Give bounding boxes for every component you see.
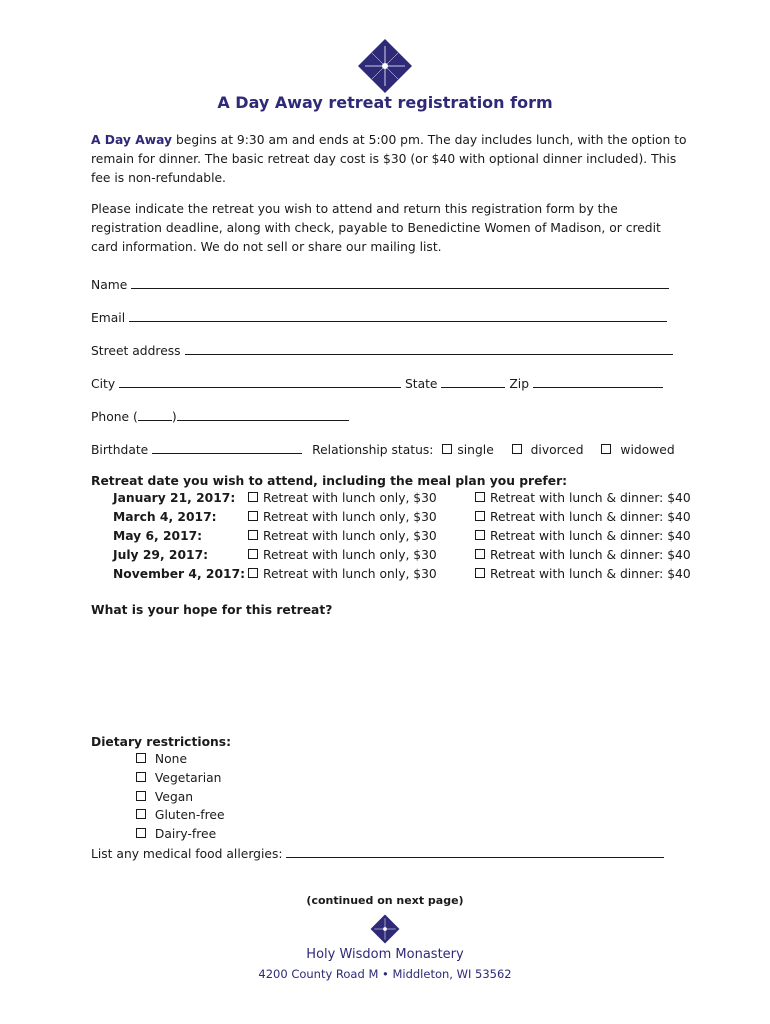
dinner-option[interactable]: [475, 489, 691, 507]
dinner-option[interactable]: [475, 565, 691, 583]
dinner-checkbox[interactable]: [475, 511, 485, 521]
dinner-checkbox[interactable]: [475, 530, 485, 540]
dairy-free-checkbox[interactable]: [136, 828, 146, 838]
email-label: Email: [91, 311, 126, 325]
city-input-line[interactable]: [119, 374, 401, 388]
retreat-date: March 4, 2017:: [113, 510, 217, 524]
organization-name: Holy Wisdom Monastery: [306, 947, 464, 962]
name-input-line[interactable]: [131, 275, 669, 289]
single-checkbox[interactable]: [442, 444, 452, 454]
intro-text: begins at 9:30 am and ends at 5:00 pm. The day includes lunch, with the option to remain for dinner. The basic retreat day cost is $30 (or $40 with optional dinner included). This fee is non-refundable.: [91, 133, 687, 185]
continued-note: (continued on next page): [306, 894, 464, 907]
divorced-checkbox[interactable]: [512, 444, 522, 454]
dinner-option-label: Retreat with lunch & dinner: $40: [490, 510, 691, 524]
lunch-checkbox[interactable]: [248, 568, 258, 578]
widowed-label: widowed: [620, 443, 675, 457]
dinner-option-label: Retreat with lunch & dinner: $40: [490, 491, 691, 505]
state-label: State: [404, 377, 438, 391]
name-field[interactable]: [91, 275, 669, 294]
hope-answer-area[interactable]: [91, 622, 691, 727]
email-input-line[interactable]: [129, 308, 667, 322]
diet-option-none[interactable]: [136, 750, 187, 768]
dinner-checkbox[interactable]: [475, 492, 485, 502]
lunch-option[interactable]: [248, 527, 437, 545]
lunch-checkbox[interactable]: [248, 549, 258, 559]
diet-option-dairy-free[interactable]: [136, 825, 216, 843]
dinner-option-label: Retreat with lunch & dinner: $40: [490, 548, 691, 562]
monastery-logo-small-icon: [370, 914, 400, 944]
phone-label: Phone (: [91, 410, 138, 424]
area-code-input-line[interactable]: [138, 407, 172, 421]
city-label: City: [91, 377, 116, 391]
street-address-field[interactable]: [91, 341, 673, 360]
allergies-input-line[interactable]: [286, 844, 664, 858]
vegetarian-checkbox[interactable]: [136, 772, 146, 782]
relationship-option-divorced[interactable]: [512, 443, 584, 457]
email-field[interactable]: [91, 308, 667, 327]
diet-option-label: Vegetarian: [154, 771, 222, 785]
state-input-line[interactable]: [441, 374, 505, 388]
lunch-option[interactable]: [248, 489, 437, 507]
name-label: Name: [91, 278, 128, 292]
dinner-option[interactable]: [475, 527, 691, 545]
diet-option-label: Dairy-free: [154, 827, 217, 841]
birthdate-label: Birthdate: [91, 443, 149, 457]
lunch-option-label: Retreat with lunch only, $30: [263, 491, 437, 505]
lunch-checkbox[interactable]: [248, 492, 258, 502]
gluten-free-checkbox[interactable]: [136, 809, 146, 819]
lunch-option[interactable]: [248, 508, 437, 526]
city-state-zip-row: [91, 374, 663, 393]
instructions-paragraph: Please indicate the retreat you wish to attend and return this registration form by the registration deadline, along with check, payable to Benedictine Women of Madison, or credit card information. We do not sell or share our mailing list.: [91, 202, 661, 254]
lunch-checkbox[interactable]: [248, 530, 258, 540]
vegan-checkbox[interactable]: [136, 791, 146, 801]
single-label: single: [457, 443, 494, 457]
retreat-date: January 21, 2017:: [113, 491, 236, 505]
intro-paragraph: [91, 131, 691, 188]
dinner-option-label: Retreat with lunch & dinner: $40: [490, 529, 691, 543]
lunch-option[interactable]: [248, 546, 437, 564]
divorced-label: divorced: [530, 443, 584, 457]
diet-option-vegan[interactable]: [136, 788, 193, 806]
birthdate-input-line[interactable]: [152, 440, 302, 454]
diet-option-label: Vegan: [154, 790, 194, 804]
diet-option-vegetarian[interactable]: [136, 769, 221, 787]
allergies-field[interactable]: [91, 844, 664, 863]
lunch-option-label: Retreat with lunch only, $30: [263, 529, 437, 543]
relationship-label: Relationship status:: [312, 443, 434, 457]
birthdate-relationship-row: [91, 440, 675, 459]
brand-name: A Day Away: [91, 133, 173, 147]
widowed-checkbox[interactable]: [601, 444, 611, 454]
phone-input-line[interactable]: [177, 407, 349, 421]
diet-option-gluten-free[interactable]: [136, 806, 225, 824]
retreat-heading: Retreat date you wish to attend, including the meal plan you prefer:: [91, 474, 568, 488]
dinner-option[interactable]: [475, 546, 691, 564]
lunch-checkbox[interactable]: [248, 511, 258, 521]
dinner-option-label: Retreat with lunch & dinner: $40: [490, 567, 691, 581]
relationship-option-single[interactable]: [442, 443, 493, 457]
dinner-checkbox[interactable]: [475, 568, 485, 578]
lunch-option[interactable]: [248, 565, 437, 583]
form-title: A Day Away retreat registration form: [217, 93, 553, 112]
dietary-heading: Dietary restrictions:: [91, 735, 232, 749]
lunch-option-label: Retreat with lunch only, $30: [263, 567, 437, 581]
dinner-option[interactable]: [475, 508, 691, 526]
retreat-date: May 6, 2017:: [113, 529, 203, 543]
diet-option-label: Gluten-free: [154, 808, 225, 822]
lunch-option-label: Retreat with lunch only, $30: [263, 548, 437, 562]
retreat-date: November 4, 2017:: [113, 567, 246, 581]
phone-close-paren: ): [171, 410, 177, 424]
zip-label: Zip: [509, 377, 530, 391]
diet-option-label: None: [154, 752, 188, 766]
hope-question: What is your hope for this retreat?: [91, 603, 333, 617]
dinner-checkbox[interactable]: [475, 549, 485, 559]
zip-input-line[interactable]: [533, 374, 663, 388]
organization-address: 4200 County Road M • Middleton, WI 53562: [258, 967, 512, 981]
monastery-logo-icon: [357, 38, 413, 94]
allergies-label: List any medical food allergies:: [91, 847, 283, 861]
phone-field[interactable]: [91, 407, 349, 426]
retreat-date: July 29, 2017:: [113, 548, 209, 562]
relationship-option-widowed[interactable]: [601, 443, 674, 457]
street-label: Street address: [91, 344, 181, 358]
none-checkbox[interactable]: [136, 753, 146, 763]
street-input-line[interactable]: [185, 341, 673, 355]
lunch-option-label: Retreat with lunch only, $30: [263, 510, 437, 524]
